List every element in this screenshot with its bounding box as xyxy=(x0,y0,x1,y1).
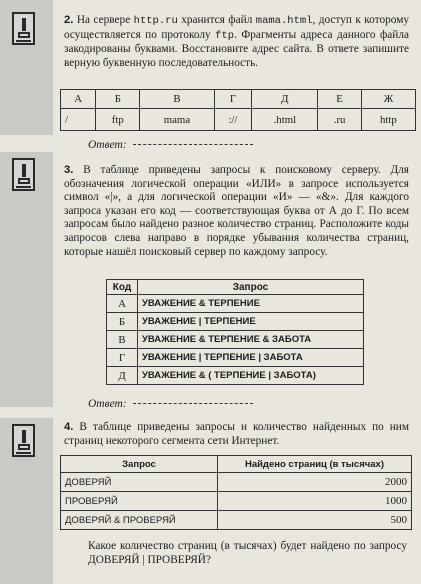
answer-box-icon xyxy=(12,158,35,191)
query-text: УВАЖЕНИЕ | ТЕРПЕНИЕ xyxy=(138,313,364,331)
column-header: В xyxy=(140,90,214,109)
query-text: УВАЖЕНИЕ | ТЕРПЕНИЕ | ЗАБОТА xyxy=(138,349,364,367)
pages-count: 2000 xyxy=(217,473,411,492)
answer-label: Ответ: xyxy=(88,139,127,151)
task-4-question xyxy=(88,540,407,567)
task-text: На сервере xyxy=(76,14,134,26)
column-header: Запрос xyxy=(138,280,364,295)
table-row xyxy=(107,331,364,349)
table-row xyxy=(61,473,412,492)
address-fragments-table xyxy=(60,89,416,131)
table-cell: .ru xyxy=(318,109,361,131)
query-code: Г xyxy=(107,349,138,367)
column-header: Б xyxy=(96,90,140,109)
column-header: А xyxy=(61,90,96,109)
file-name: mama.html xyxy=(255,15,313,27)
answer-line[interactable] xyxy=(88,398,253,410)
table-cell: .html xyxy=(252,109,318,131)
table-row xyxy=(107,295,364,313)
table-cell: :// xyxy=(214,109,252,131)
query-code: В xyxy=(107,331,138,349)
table-row xyxy=(61,492,412,511)
query-text: УВАЖЕНИЕ & ( ТЕРПЕНИЕ | ЗАБОТА) xyxy=(138,367,364,385)
pages-count: 1000 xyxy=(217,492,411,511)
server-name: http.ru xyxy=(133,15,178,27)
table-row xyxy=(61,511,412,530)
answer-blank[interactable] xyxy=(133,144,253,145)
query-code: А xyxy=(107,295,138,313)
column-header: Г xyxy=(214,90,252,109)
question-text: Какое количество страниц (в тысячах) будет найдено по запросу ДОВЕРЯЙ | ПРОВЕРЯЙ? xyxy=(88,540,407,566)
column-header: Е xyxy=(318,90,361,109)
column-header: Запрос xyxy=(61,456,218,473)
query-code: Б xyxy=(107,313,138,331)
column-header: Код xyxy=(107,280,138,295)
task-text: . Фрагменты адреса данного файла закодированы буквами. Восстановите адрес сайта. В ответе запишите верную буквенную последовательность. xyxy=(64,28,409,69)
query-code: Д xyxy=(107,367,138,385)
answer-blank[interactable] xyxy=(133,403,253,404)
pages-found-table xyxy=(60,455,412,530)
task-number: 2. xyxy=(64,14,74,26)
query-text: ДОВЕРЯЙ & ПРОВЕРЯЙ xyxy=(61,511,218,530)
column-header: Д xyxy=(252,90,318,109)
task-4-text xyxy=(64,421,409,448)
task-number: 3. xyxy=(64,164,74,176)
table-row xyxy=(107,349,364,367)
task-text: хранится файл xyxy=(177,14,256,26)
table-row xyxy=(107,367,364,385)
pages-count: 500 xyxy=(217,511,411,530)
query-text: ДОВЕРЯЙ xyxy=(61,473,218,492)
search-queries-table xyxy=(106,279,364,385)
query-text: УВАЖЕНИЕ & ТЕРПЕНИЕ & ЗАБОТА xyxy=(138,331,364,349)
column-header: Ж xyxy=(361,90,415,109)
table-cell: ftp xyxy=(96,109,140,131)
table-cell: / xyxy=(61,109,96,131)
task-3-text xyxy=(64,164,409,259)
query-text: УВАЖЕНИЕ & ТЕРПЕНИЕ xyxy=(138,295,364,313)
answer-box-icon xyxy=(12,12,35,45)
table-row xyxy=(107,313,364,331)
task-text: , доступ к которому осуществляется по протоколу xyxy=(64,14,409,41)
task-text: В таблице приведены запросы и количество найденных по ним страниц некоторого сегмента сети Интернет. xyxy=(64,421,410,447)
query-text: ПРОВЕРЯЙ xyxy=(61,492,218,511)
answer-line[interactable] xyxy=(88,139,253,151)
answer-box-icon xyxy=(12,424,35,457)
task-text: В таблице приведены запросы к поисковому серверу. Для обозначения логической операции «ИЛИ» в запросе используется символ «|», а для логической операции «И» — «&». Для каждого запроса указан его код — соответствующая буква от А до Г. По всем запросам было найдено разное количество страниц. Расположите коды запросов слева направо в порядке убывания количества страниц, которые нашёл поисковый сервер по каждому запросу. xyxy=(64,164,410,258)
table-cell: http xyxy=(361,109,415,131)
protocol-name: ftp xyxy=(215,29,235,42)
table-cell: mama xyxy=(140,109,214,131)
task-2-text xyxy=(64,14,409,70)
column-header: Найдено страниц (в тысячах) xyxy=(217,456,411,473)
answer-label: Ответ: xyxy=(88,398,127,410)
task-number: 4. xyxy=(64,421,74,433)
